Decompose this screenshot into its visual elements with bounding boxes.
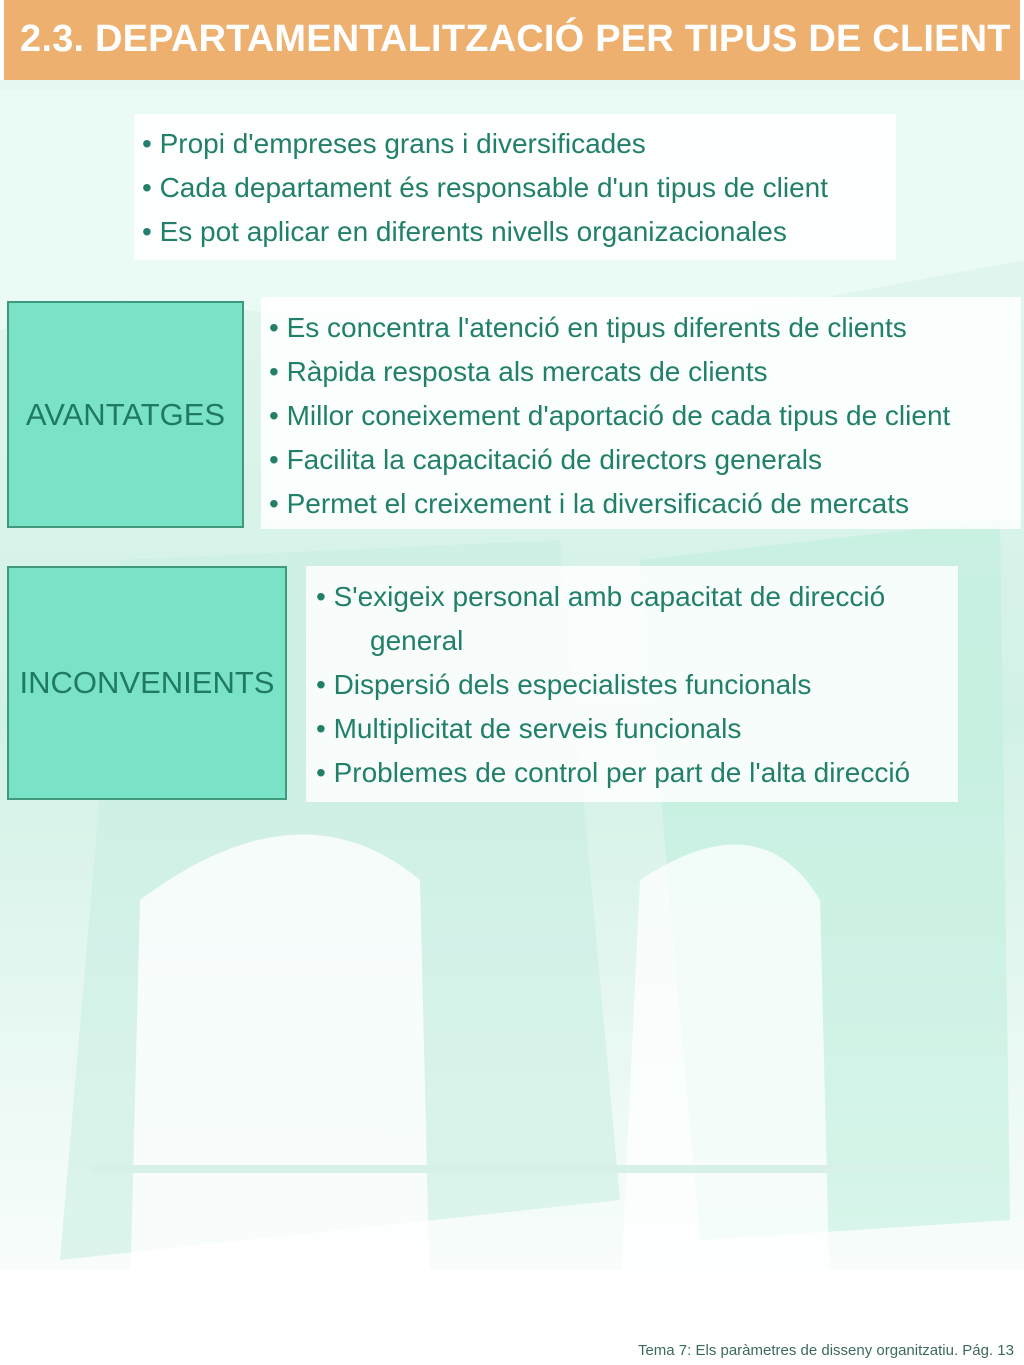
- list-item: • Propi d'empreses grans i diversificades: [142, 128, 646, 159]
- list-item: • Problemes de control per part de l'alta direcció: [316, 757, 911, 788]
- inconvenients-label-box: [7, 566, 287, 800]
- list-item: • Ràpida resposta als mercats de clients: [269, 356, 768, 387]
- footer-page-info: Tema 7: Els paràmetres de disseny organitzatiu. Pág. 13: [637, 1342, 1014, 1359]
- list-item: • Es pot aplicar en diferents nivells organizacionales: [142, 216, 787, 247]
- inconvenients-label: INCONVENIENTS: [19, 665, 275, 700]
- list-item: • Millor coneixement d'aportació de cada tipus de client: [269, 400, 951, 431]
- list-item: • Dispersió dels especialistes funcionals: [316, 669, 812, 700]
- list-item-line: • S'exigeix personal amb capacitat de direcció: [316, 581, 886, 612]
- inconvenients-list: [316, 575, 958, 795]
- intro-list: [142, 122, 896, 254]
- list-item: • Es concentra l'atenció en tipus diferents de clients: [269, 312, 907, 343]
- list-item-continuation: general: [370, 625, 464, 656]
- avantatges-panel: [261, 297, 1021, 529]
- avantatges-label-box: [7, 301, 244, 528]
- list-item: [316, 575, 958, 663]
- list-item: • Multiplicitat de serveis funcionals: [316, 713, 742, 744]
- list-item: • Facilita la capacitació de directors generals: [269, 444, 822, 475]
- avantatges-label: AVANTATGES: [25, 396, 226, 432]
- title-bar: [4, 0, 1020, 80]
- list-item: • Permet el creixement i la diversificació de mercats: [269, 488, 910, 519]
- avantatges-list: [269, 306, 1021, 526]
- intro-panel: [134, 114, 896, 260]
- inconvenients-panel: [306, 566, 958, 802]
- list-item: • Cada departament és responsable d'un tipus de client: [142, 172, 829, 203]
- slide-title: 2.3. DEPARTAMENTALITZACIÓ PER TIPUS DE CLIENT: [20, 18, 1011, 60]
